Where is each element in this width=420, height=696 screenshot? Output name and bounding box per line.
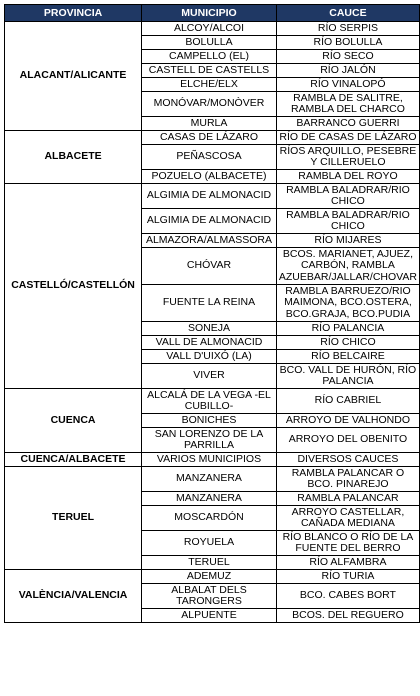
cauce-cell: DIVERSOS CAUCES: [276, 453, 419, 467]
provincia-cell: TERUEL: [5, 467, 142, 570]
table-row: [5, 131, 420, 145]
cauce-cell: RÍO ALFAMBRA: [276, 556, 419, 570]
cauce-cell: BCOS. MARIANET, AJUEZ, CARBÓN, RAMBLA AZUEBAR/JALLAR/CHOVAR: [276, 248, 419, 285]
municipio-cell: ALBALAT DELS TARONGERS: [142, 584, 277, 609]
cauce-cell: RÍO SERPIS: [276, 22, 419, 36]
cauce-cell: RAMBLA BALADRAR/RIO CHICO: [276, 209, 419, 234]
table-body: [5, 22, 420, 623]
municipio-cell: CASTELL DE CASTELLS: [142, 64, 277, 78]
header-provincia: PROVINCIA: [5, 5, 142, 22]
provincia-cell: CASTELLÓ/CASTELLÓN: [5, 184, 142, 389]
cauce-cell: BCO. VALL DE HURÓN, RÍO PALANCIA: [276, 364, 419, 389]
municipio-cell: BOLULLA: [142, 36, 277, 50]
cauce-cell: RAMBLA PALANCAR: [276, 492, 419, 506]
cauce-cell: RÍO BELCAIRE: [276, 350, 419, 364]
municipio-cell: VARIOS MUNICIPIOS: [142, 453, 277, 467]
provincia-cell: VALÈNCIA/VALENCIA: [5, 570, 142, 623]
cauce-cell: RÍO CHICO: [276, 336, 419, 350]
municipio-cell: PEÑASCOSA: [142, 145, 277, 170]
cauces-table: [4, 4, 420, 623]
municipio-cell: ALCOY/ALCOI: [142, 22, 277, 36]
municipio-cell: VALL D'UIXÓ (LA): [142, 350, 277, 364]
cauce-cell: RÍO MIJARES: [276, 234, 419, 248]
cauce-cell: ARROYO CASTELLAR, CAÑADA MEDIANA: [276, 506, 419, 531]
cauce-cell: RAMBLA BARRUEZO/RIO MAIMONA, BCO.OSTERA, BCO.GRAJA, BCO.PUDIA: [276, 285, 419, 322]
municipio-cell: ALGIMIA DE ALMONACID: [142, 184, 277, 209]
table-row: [5, 467, 420, 492]
municipio-cell: MANZANERA: [142, 492, 277, 506]
municipio-cell: MANZANERA: [142, 467, 277, 492]
cauce-cell: RÍO SECO: [276, 50, 419, 64]
cauce-cell: RÍOS ARQUILLO, PESEBRE Y CILLERUELO: [276, 145, 419, 170]
municipio-cell: ROYUELA: [142, 531, 277, 556]
provincia-cell: ALBACETE: [5, 131, 142, 184]
data-table-container: [4, 4, 420, 623]
municipio-cell: MONÓVAR/MONÒVER: [142, 92, 277, 117]
table-row: [5, 184, 420, 209]
municipio-cell: MURLA: [142, 117, 277, 131]
provincia-cell: CUENCA: [5, 389, 142, 453]
municipio-cell: CHÓVAR: [142, 248, 277, 285]
table-row: [5, 453, 420, 467]
municipio-cell: ALCALÁ DE LA VEGA -EL CUBILLO-: [142, 389, 277, 414]
municipio-cell: CAMPELLO (EL): [142, 50, 277, 64]
cauce-cell: RÍO CABRIEL: [276, 389, 419, 414]
table-row: [5, 22, 420, 36]
municipio-cell: ALPUENTE: [142, 609, 277, 623]
cauce-cell: ARROYO DE VALHONDO: [276, 414, 419, 428]
municipio-cell: POZUELO (ALBACETE): [142, 170, 277, 184]
table-row: [5, 570, 420, 584]
header-cauce: CAUCE: [276, 5, 419, 22]
cauce-cell: RÍO JALÓN: [276, 64, 419, 78]
municipio-cell: TERUEL: [142, 556, 277, 570]
table-header-row: [5, 5, 420, 22]
municipio-cell: ADEMUZ: [142, 570, 277, 584]
cauce-cell: BCOS. DEL REGUERO: [276, 609, 419, 623]
municipio-cell: CASAS DE LÁZARO: [142, 131, 277, 145]
municipio-cell: SAN LORENZO DE LA PARRILLA: [142, 428, 277, 453]
municipio-cell: ELCHE/ELX: [142, 78, 277, 92]
municipio-cell: FUENTE LA REINA: [142, 285, 277, 322]
municipio-cell: ALMAZORA/ALMASSORA: [142, 234, 277, 248]
provincia-cell: CUENCA/ALBACETE: [5, 453, 142, 467]
cauce-cell: RAMBLA DEL ROYO: [276, 170, 419, 184]
cauce-cell: RÍO BOLULLA: [276, 36, 419, 50]
municipio-cell: SONEJA: [142, 322, 277, 336]
cauce-cell: RÍO PALANCIA: [276, 322, 419, 336]
cauce-cell: ARROYO DEL OBENITO: [276, 428, 419, 453]
municipio-cell: VIVER: [142, 364, 277, 389]
cauce-cell: RÍO TURIA: [276, 570, 419, 584]
cauce-cell: RÍO VINALOPÓ: [276, 78, 419, 92]
cauce-cell: BARRANCO GUERRI: [276, 117, 419, 131]
header-municipio: MUNICIPIO: [142, 5, 277, 22]
cauce-cell: RAMBLA DE SALITRE, RAMBLA DEL CHARCO: [276, 92, 419, 117]
cauce-cell: RAMBLA PALANCAR O BCO. PINAREJO: [276, 467, 419, 492]
cauce-cell: RÍO DE CASAS DE LÁZARO: [276, 131, 419, 145]
cauce-cell: BCO. CABES BORT: [276, 584, 419, 609]
provincia-cell: ALACANT/ALICANTE: [5, 22, 142, 131]
cauce-cell: RÍO BLANCO O RÍO DE LA FUENTE DEL BERRO: [276, 531, 419, 556]
table-row: [5, 389, 420, 414]
municipio-cell: VALL DE ALMONACID: [142, 336, 277, 350]
municipio-cell: ALGIMIA DE ALMONACID: [142, 209, 277, 234]
municipio-cell: BONICHES: [142, 414, 277, 428]
cauce-cell: RAMBLA BALADRAR/RIO CHICO: [276, 184, 419, 209]
municipio-cell: MOSCARDÓN: [142, 506, 277, 531]
